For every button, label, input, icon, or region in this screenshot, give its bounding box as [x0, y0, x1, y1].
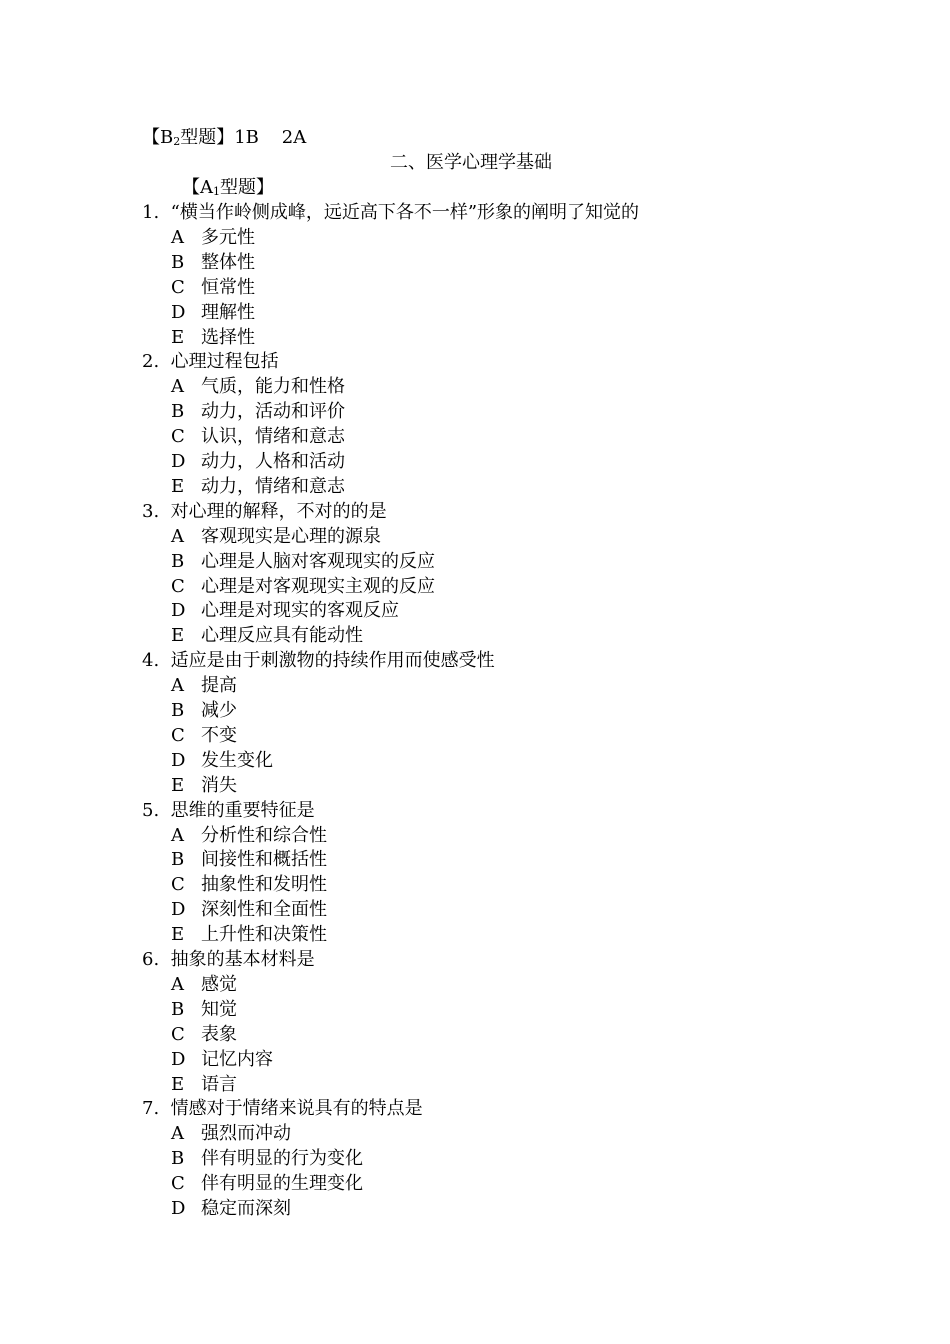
answer-option: [171, 1122, 291, 1146]
option-text: 稳定而深刻: [201, 1198, 291, 1219]
option-text: 动力，活动和评价: [201, 401, 345, 422]
option-letter: E: [171, 775, 185, 796]
option-letter: E: [171, 1074, 185, 1095]
answer-option: [171, 400, 345, 424]
b2-heading-close: 型题】: [180, 127, 235, 148]
b2-heading-open: 【B: [142, 127, 174, 148]
option-text: 认识，情绪和意志: [201, 426, 345, 447]
option-letter: A: [171, 1123, 184, 1144]
answer-option: [171, 301, 255, 325]
question-stem: 1. “横当作岭侧成峰，远近高下各不一样”形象的阐明了知觉的: [142, 202, 640, 223]
option-text: 发生变化: [201, 750, 273, 771]
option-letter: B: [171, 849, 185, 870]
answer-option: [171, 774, 237, 798]
answer-option: [171, 1048, 273, 1072]
a1-heading-close: 型题】: [220, 177, 274, 198]
b2-answer-line: [142, 126, 306, 150]
option-text: 深刻性和全面性: [201, 899, 327, 920]
answer-option: [171, 1172, 363, 1196]
answer-option: [171, 1023, 237, 1047]
option-text: 抽象性和发明性: [201, 874, 327, 895]
answer-option: [171, 998, 237, 1022]
option-letter: A: [171, 526, 184, 547]
option-text: 强烈而冲动: [201, 1123, 291, 1144]
option-text: 心理是对客观现实主观的反应: [201, 576, 435, 597]
section-title: 二、医学心理学基础: [390, 152, 552, 173]
answer-option: [171, 898, 327, 922]
option-letter: C: [171, 1024, 185, 1045]
option-letter: E: [171, 476, 185, 497]
answer-option: [171, 276, 255, 300]
a1-heading-open: 【A: [182, 177, 213, 198]
answer-option: [171, 550, 435, 574]
b2-heading-subscript: 2: [173, 135, 181, 148]
option-letter: B: [171, 551, 185, 572]
option-text: 感觉: [201, 974, 237, 995]
answer-option: [171, 1073, 237, 1097]
option-letter: E: [171, 327, 185, 348]
question-stem: 6. 抽象的基本材料是: [142, 949, 315, 970]
answer-option: [171, 326, 255, 350]
option-letter: C: [171, 277, 185, 298]
option-text: 上升性和决策性: [201, 924, 327, 945]
option-letter: D: [171, 302, 186, 323]
option-text: 气质，能力和性格: [201, 376, 345, 397]
answer-option: [171, 1147, 363, 1171]
option-letter: D: [171, 1198, 186, 1219]
option-text: 心理是人脑对客观现实的反应: [201, 551, 435, 572]
answer-option: [171, 226, 255, 250]
answer-option: [171, 973, 237, 997]
option-letter: D: [171, 600, 186, 621]
option-text: 分析性和综合性: [201, 825, 327, 846]
option-letter: A: [171, 376, 184, 397]
question-stem: 2. 心理过程包括: [142, 351, 279, 372]
question-stem: 7. 情感对于情绪来说具有的特点是: [142, 1098, 423, 1119]
answer-option: [171, 699, 237, 723]
option-letter: A: [171, 974, 184, 995]
answer-option: [171, 450, 345, 474]
option-letter: B: [171, 999, 185, 1020]
option-text: 语言: [201, 1074, 237, 1095]
question-stem: 5. 思维的重要特征是: [142, 800, 315, 821]
option-letter: C: [171, 725, 185, 746]
option-letter: A: [171, 825, 184, 846]
a1-heading: [182, 176, 274, 200]
option-letter: C: [171, 874, 185, 895]
option-text: 减少: [201, 700, 237, 721]
option-letter: C: [171, 1173, 185, 1194]
answer-option: [171, 873, 327, 897]
option-letter: D: [171, 451, 186, 472]
answer-option: [171, 848, 327, 872]
option-text: 动力，人格和活动: [201, 451, 345, 472]
option-text: 理解性: [201, 302, 255, 323]
option-letter: D: [171, 1049, 186, 1070]
question-stem: 3. 对心理的解释，不对的的是: [142, 501, 387, 522]
answer-option: [171, 599, 399, 623]
option-letter: B: [171, 700, 185, 721]
answer-option: [171, 749, 273, 773]
answer-option: [171, 525, 381, 549]
answer-option: [171, 624, 363, 648]
option-text: 多元性: [201, 227, 255, 248]
option-text: 伴有明显的行为变化: [201, 1148, 363, 1169]
option-letter: E: [171, 625, 185, 646]
answer-option: [171, 375, 345, 399]
option-letter: D: [171, 750, 186, 771]
option-letter: B: [171, 252, 185, 273]
option-text: 不变: [201, 725, 237, 746]
answer-option: [171, 475, 345, 499]
option-text: 提高: [201, 675, 237, 696]
answer-option: [171, 251, 255, 275]
option-text: 表象: [201, 1024, 237, 1045]
option-letter: C: [171, 426, 185, 447]
option-letter: E: [171, 924, 185, 945]
option-letter: A: [171, 227, 184, 248]
option-text: 动力，情绪和意志: [201, 476, 345, 497]
option-letter: B: [171, 401, 185, 422]
answer-option: [171, 923, 327, 947]
b2-answers: 1B 2A: [234, 127, 307, 148]
answer-option: [171, 425, 345, 449]
answer-option: [171, 1197, 291, 1221]
option-text: 间接性和概括性: [201, 849, 327, 870]
answer-option: [171, 824, 327, 848]
answer-option: [171, 724, 237, 748]
option-text: 选择性: [201, 327, 255, 348]
option-text: 客观现实是心理的源泉: [201, 526, 381, 547]
option-letter: C: [171, 576, 185, 597]
question-stem: 4. 适应是由于刺激物的持续作用而使感受性: [142, 650, 495, 671]
option-text: 伴有明显的生理变化: [201, 1173, 363, 1194]
option-text: 整体性: [201, 252, 255, 273]
option-text: 消失: [201, 775, 237, 796]
option-text: 心理反应具有能动性: [201, 625, 363, 646]
answer-option: [171, 674, 237, 698]
option-letter: D: [171, 899, 186, 920]
option-text: 恒常性: [201, 277, 255, 298]
option-letter: A: [171, 675, 184, 696]
option-text: 记忆内容: [201, 1049, 273, 1070]
option-text: 心理是对现实的客观反应: [201, 600, 399, 621]
option-text: 知觉: [201, 999, 237, 1020]
answer-option: [171, 575, 435, 599]
a1-heading-subscript: 1: [213, 185, 220, 198]
option-letter: B: [171, 1148, 185, 1169]
